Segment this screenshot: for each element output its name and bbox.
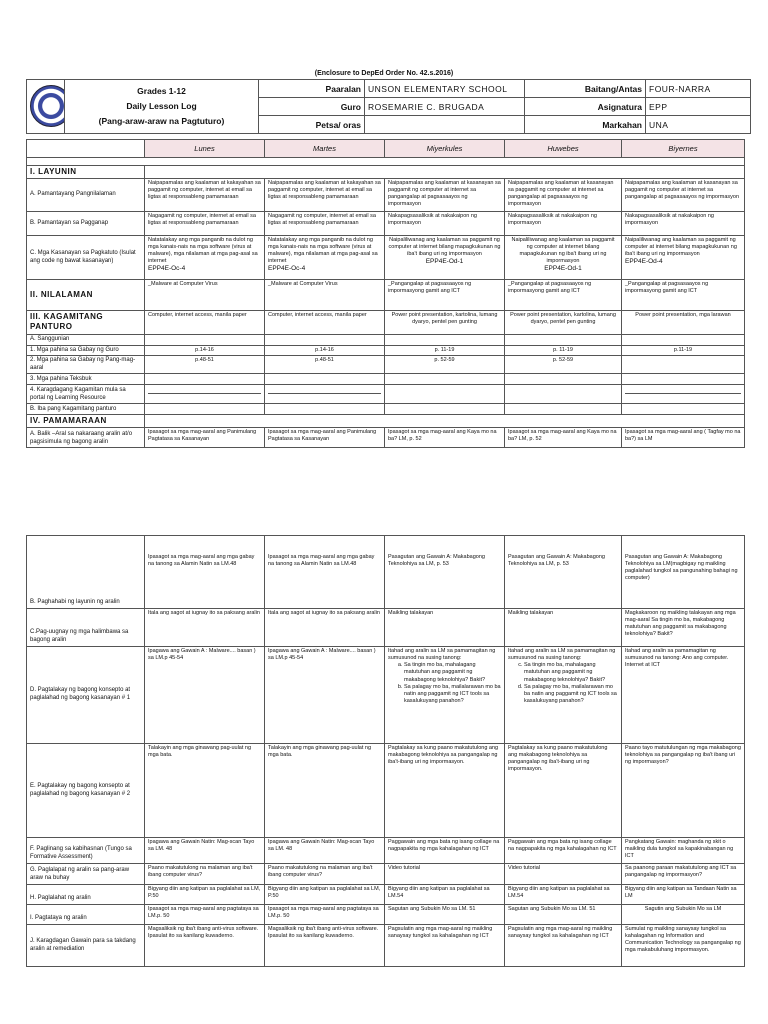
cell <box>385 335 505 346</box>
cell: p. 52-59 <box>505 356 622 374</box>
cell: Nakapagsasaliksik at nakakaipon ng impormasyon <box>385 212 505 236</box>
cell: Bigyang diin ang katipan sa Tandaan Natin sa LM <box>622 885 745 905</box>
cell: Naipaliliwanag ang kaalaman sa paggamit ng computer at internet bilang mapagkukunan ng iba't ibang uri ng impormasyon EPP4E-Od-1 <box>385 236 505 280</box>
cell: Nagagamit ng computer, internet at email sa ligtas at responsableng pamamaraan <box>265 212 385 236</box>
d-item-a: a. Sa tingin mo ba, mahalagang matutuhan ang paggamit ng makabagong teknolohiya? Bakit? <box>404 662 501 683</box>
cell <box>505 335 622 346</box>
cell: Pagsulatin ang mga mag-aaral ng maikling sanaysay tungkol sa kahalagahan ng ICT <box>385 925 505 967</box>
cell: Video tutorial <box>385 864 505 885</box>
d-intro: Itahad ang aralin sa LM sa pamamagitan ng sumusunod na susing tanong: <box>388 648 496 662</box>
cell: Paano tayo matutulungan ng mga makabagong teknolohiya sa pangangalap ng iba't ibang uri ng impormasyon? <box>622 744 745 838</box>
cell: Magkakaroon ng maikling talakayan ang mga mag-aaral Sa tingin mo ba, makabagong matutuhan ang paggamit sa makabagong teknolohiya? Bakit? <box>622 609 745 647</box>
title-dll: Daily Lesson Log <box>126 101 197 111</box>
day-biyernes: Biyernes <box>622 140 745 158</box>
cell: Sa paanong paraan makatutulong ang ICT sa pangangalap ng impormasyon? <box>622 864 745 885</box>
cell <box>145 335 265 346</box>
section-layunin: I. LAYUNIN <box>27 166 145 179</box>
row-label-paghahabi: B. Paghahabi ng layunin ng aralin <box>27 536 145 609</box>
cell: Naipaliliwanag ang kaalaman sa paggamit ng computer at internet bilang mapagkukunan ng iba't ibang uri ng impormasyon EPP4E-Od-1 <box>505 236 622 280</box>
cell: Ipasagot sa mga mag-aaral ang Panimulang Pagtatasa sa Kasanayan <box>145 428 265 448</box>
deped-seal-icon <box>30 85 65 127</box>
cell: Pasagutan ang Gawain A: Makabagong Teknolohiya sa LM, p. 53 <box>385 536 505 609</box>
cell: Computer, internet access, manila paper <box>265 311 385 335</box>
cell: Power point presentation, mga larawan <box>622 311 745 335</box>
cell <box>385 404 505 415</box>
cell <box>622 374 745 385</box>
petsa-label: Petsa/ oras <box>259 116 365 134</box>
title-pang-araw: (Pang-araw-araw na Pagtuturo) <box>98 116 225 126</box>
cell: Paggawain ang mga bata ng isang collage na nagpapakita ng mga kahalagahan ng ICT <box>505 838 622 864</box>
spacer-row <box>27 158 745 166</box>
cell: Nagagamit ng computer, internet at email sa ligtas at responsableng pamamaraan <box>145 212 265 236</box>
row-label-pagtataya: I. Pagtataya ng aralin <box>27 905 145 925</box>
cell: p.14-16 <box>265 345 385 356</box>
cell: Paano makatutulong na malaman ang iba't ibang computer virus? <box>265 864 385 885</box>
cell <box>622 335 745 346</box>
cell: Bigyang diin ang katipan sa paglalahat sa LM, P.50 <box>145 885 265 905</box>
cell: Sagutin ang Subukin Mo sa LM <box>622 905 745 925</box>
cell: Pagsulatin ang mga mag-aaral ng maikling sanaysay tungkol sa kahalagahan ng ICT <box>505 925 622 967</box>
blank-line <box>268 392 381 394</box>
deped-seal <box>27 80 65 134</box>
row-label-pag-uugnay: C.Pag-uugnay ng mga halimbawa sa bagong aralin <box>27 609 145 647</box>
row-label-paglalahat: H. Paglalahat ng aralin <box>27 885 145 905</box>
cell: Naipapamalas ang kaalaman at kakayahan sa paggamit ng computer, internet at email sa ligtas at responsableng pamamaraan <box>265 179 385 212</box>
cell: Paano makatutulong na malaman ang iba't ibang computer virus? <box>145 864 265 885</box>
asignatura-label: Asignatura <box>525 98 646 116</box>
petsa-value <box>365 116 525 134</box>
row-label-gabay-guro: 1. Mga pahina sa Gabay ng Guro <box>27 345 145 356</box>
cell: p. 11-19 <box>385 345 505 356</box>
blank-line <box>625 392 741 394</box>
section-layunin-fill <box>145 166 745 179</box>
cell <box>145 385 265 404</box>
cell <box>622 356 745 374</box>
cell: Naipapamalas ang kaalaman at kasanayan sa paggamit ng computer at internet sa pangangalap at pagsasaayos ng impormasyon <box>622 179 745 212</box>
cell: Bigyang diin ang katipan sa paglalahat sa LM, P.50 <box>265 885 385 905</box>
row-label-gabay-pang-mag-aaral: 2. Mga pahina sa Gabay ng Pang-mag-aaral <box>27 356 145 374</box>
cell: Naipapamalas ang kaalaman at kasanayan sa paggamit ng computer at internet sa pangangalap at pagsasaayos ng impormasyon <box>385 179 505 212</box>
cell: Pasagutan ang Gawain A: Makabagong Teknolohiya sa LM(magbigay ng maikling paglalahad tungkol sa pangunahing bahagi ng computer) <box>622 536 745 609</box>
cell: Pasagutan ang Gawain A: Makabagong Teknolohiya sa LM, p. 53 <box>505 536 622 609</box>
cell: Sumulat ng maikling sanaysay tungkol sa kahalagahan ng Information and Communication Technology sa pangangalap ng mga makabuluhang impormasyon. <box>622 925 745 967</box>
guro-label: Guro <box>259 98 365 116</box>
cell: Paggawain ang mga bata ng isang collage na nagpapakita ng mga kahalagahan ng ICT <box>385 838 505 864</box>
cell: Ipasagot sa mga mag-aaral ang pagtataya sa LM.p. 50 <box>265 905 385 925</box>
cell: Ipasagot sa mga mag-aaral ang mga gabay na tanong sa Alamin Natin sa LM.48 <box>265 536 385 609</box>
cell: Talakayin ang mga ginawang pag-uulat ng mga bata. <box>265 744 385 838</box>
cell: Ipagawa ang Gawain A : Malware.... basan ) sa LM.p 45-54 <box>265 647 385 744</box>
cell <box>145 404 265 415</box>
cell <box>505 404 622 415</box>
paaralan-value: UNSON ELEMENTARY SCHOOL <box>365 80 525 98</box>
cell: Naipapamalas ang kaalaman at kakayahan sa paggamit ng computer, internet at email sa ligtas at responsableng pamamaraan <box>145 179 265 212</box>
enclosure-note: (Enclosure to DepEd Order No. 42.s.2016) <box>314 70 454 77</box>
cell <box>265 335 385 346</box>
baitang-label: Baitang/Antas <box>525 80 646 98</box>
cell: Power point presentation, kartolina, lumang dyaryo, pentel pen gunting <box>505 311 622 335</box>
cell: Bigyang diin ang katipan sa paglalahat sa LM.54 <box>505 885 622 905</box>
cell: Naipapamalas ang kaalaman at kasanayan sa paggamit ng computer at internet sa pangangalap at pagsasaayos ng impormasyon <box>505 179 622 212</box>
cell: Talakayin ang mga ginawang pag-uulat ng mga bata. <box>145 744 265 838</box>
cell: Itala ang sagot at iugnay ito sa paksang aralin <box>145 609 265 647</box>
row-label-teksbuk: 3. Mga pahina Teksbuk <box>27 374 145 385</box>
header-table <box>26 79 751 134</box>
cell: _Pangangalap at pagsasaayos ng impormasyong gamit ang ICT <box>505 280 622 311</box>
cell: p.11-19 <box>622 345 745 356</box>
cell: Ipasagot sa mga mag-aaral ang ( Tagfay mo na ba?) sa LM <box>622 428 745 448</box>
cell: Natatalakay ang mga panganib na dulot ng mga kanais-nais na mga software (virus at malware), mga nilalaman at mga pag-asal sa internet EPP4E-Oc-4 <box>145 236 265 280</box>
cell: _Malware at Computer Virus <box>145 280 265 311</box>
cell: p.48-51 <box>145 356 265 374</box>
markahan-label: Markahan <box>525 116 646 134</box>
row-label-paglinang: F. Paglinang sa kabihasnan (Tungo sa Formative Assessment) <box>27 838 145 864</box>
cell: Maikling talakayan <box>505 609 622 647</box>
cell: Nakapagsasaliksik at nakakaipon ng impormasyon <box>505 212 622 236</box>
dll-title <box>65 80 259 134</box>
cell <box>265 374 385 385</box>
cell: Pangkatang Gawain: maghanda ng skit o maikling dula tungkol sa kapakinabangan ng ICT <box>622 838 745 864</box>
paaralan-label: Paaralan <box>259 80 365 98</box>
code: EPP4E-Od-1 <box>425 257 464 265</box>
cell: Sagutan ang Subukin Mo sa LM. 51 <box>385 905 505 925</box>
cell: Ipasagot sa mga mag-aaral ang Panimulang Pagtatasa sa Kasanayan <box>265 428 385 448</box>
cell: Computer, internet access, manila paper <box>145 311 265 335</box>
cell <box>622 385 745 404</box>
cell: Ipagawa ang Gawain Natin: Mag-scan Tayo sa LM. 48 <box>265 838 385 864</box>
day-lunes: Lunes <box>145 140 265 158</box>
cell: Maikling talakayan <box>385 609 505 647</box>
cell: p.14-16 <box>145 345 265 356</box>
section-nilalaman: II. NILALAMAN <box>27 280 145 311</box>
row-label-paglalapat: G. Paglalapat ng aralin sa pang-araw araw na buhay <box>27 864 145 885</box>
row-label-sanggunian: A. Sanggunian <box>27 335 145 346</box>
code: EPP4E-Od-1 <box>544 264 582 272</box>
cell: Itahad ang aralin sa pamamagitan ng sumusunod na tanong: Ano ang computer. Internet at ICT <box>622 647 745 744</box>
d-item-b: b. Sa palagay mo ba, mailalarawan mo ba natin ang paggamit ng ICT tools sa kasalukuyang panahon? <box>404 684 501 705</box>
cell <box>145 374 265 385</box>
d-item-c: c. Sa tingin mo ba, mahalagang matutuhan ang paggamit ng makabagong teknolohiya? Bakit? <box>524 662 618 683</box>
cell: Bigyang diin ang katipan sa paglalahat sa LM.54 <box>385 885 505 905</box>
code: EPP4E-Od-4 <box>625 257 663 265</box>
cell: Ipasagot sa mga mag-aaral ang Kaya mo na ba? LM, p. 52 <box>505 428 622 448</box>
guro-value: ROSEMARIE C. BRUGADA <box>365 98 525 116</box>
cell: Ipasagot sa mga mag-aaral ang pagtataya sa LM.p. 50 <box>145 905 265 925</box>
day-huwebes: Huwebes <box>505 140 622 158</box>
markahan-value: UNA <box>646 116 751 134</box>
code: EPP4E-Oc-4 <box>268 264 306 272</box>
row-label-karagdagan: 4. Karagdagang Kagamitan mula sa portal ng Learning Resource <box>27 385 145 404</box>
cell <box>385 647 505 744</box>
cell: Magsaliksik ng iba't ibang anti-virus software. Ipasulat ito sa kanilang kuwaderno. <box>265 925 385 967</box>
cell: Pagtalakay sa kung paano makatutulong ang makabagong teknolohiya sa pangangalap ng iba't-ibang uri ng impormasyon. <box>505 744 622 838</box>
cell: p.48-51 <box>265 356 385 374</box>
cell <box>385 385 505 404</box>
cell: Pagtalakay sa kung paano makatutulong ang makabagong teknolohiya sa pangangalap ng iba't-ibang uri ng impormasyon. <box>385 744 505 838</box>
cell <box>385 374 505 385</box>
row-label-karagdagan-gawain: J. Karagdagan Gawain para sa takdang aralin at remediation <box>27 925 145 967</box>
row-label-kasanayan: C. Mga Kasanayan sa Pagkatuto (Isulat ang code ng bawat kasanayan) <box>27 236 145 280</box>
section-kagamitang: III. KAGAMITANG PANTURO <box>27 311 145 335</box>
d-intro: Itahad ang aralin sa LM sa pamamagitan ng sumusunod na susing tanong: <box>508 648 616 662</box>
cell: _Pangangalap at pagsasaayos ng impormasyong gamit ang ICT <box>385 280 505 311</box>
row-label-pamantayang-pangnilalaman: A. Pamantayang Pangnilalaman <box>27 179 145 212</box>
cell: Naipaliliwanag ang kaalaman sa paggamit ng computer at internet bilang mapagkukunan ng iba't ibang uri ng impormasyon EPP4E-Od-4 <box>622 236 745 280</box>
blank-line <box>148 392 261 394</box>
cell: Ipagawa ang Gawain A : Malware.... basan ) sa LM.p 45-54 <box>145 647 265 744</box>
row-label-pamantayan-sa-pagganap: B. Pamantayan sa Pagganap <box>27 212 145 236</box>
cell: Magsaliksik ng iba't ibang anti-virus software. Ipasulat ito sa kanilang kuwaderno. <box>145 925 265 967</box>
cell: Nakapagsasaliksik at nakakaipon ng impormasyon <box>622 212 745 236</box>
cell <box>622 404 745 415</box>
cell <box>265 404 385 415</box>
baitang-value: FOUR-NARRA <box>646 80 751 98</box>
cell: Power point presentation, kartolina, lumang dyaryo, pentel pen gunting <box>385 311 505 335</box>
title-grades: Grades 1-12 <box>137 86 186 96</box>
cell <box>505 647 622 744</box>
day-header-blank <box>27 140 145 158</box>
cell: Ipasagot sa mga mag-aaral ang Kaya mo na ba? LM, p. 52 <box>385 428 505 448</box>
cell: Video tutorial <box>505 864 622 885</box>
row-label-balik-aral: A. Balik –Aral sa nakaraang aralin at/o pagsisimula ng bagong aralin <box>27 428 145 448</box>
cell: Itala ang sagot at iugnay ito sa paksang aralin <box>265 609 385 647</box>
d-item-d: d. Sa palagay mo ba, mailalarawan mo ba natin ang paggamit ng ICT tools sa kasalukuyang panahon? <box>524 684 618 705</box>
cell: p. 11-19 <box>505 345 622 356</box>
lesson-plan-table-1 <box>26 139 745 448</box>
cell: _Malware at Computer Virus <box>265 280 385 311</box>
cell: Sagutan ang Subukin Mo sa LM. 51 <box>505 905 622 925</box>
cell: Ipagawa ang Gawain Natin: Mag-scan Tayo sa LM. 48 <box>145 838 265 864</box>
day-miyerkules: Miyerkules <box>385 140 505 158</box>
code: EPP4E-Oc-4 <box>148 264 186 272</box>
section-pamamaraan: IV. PAMAMARAAN <box>27 415 145 428</box>
cell: _Pangangalap at pagsasaayos ng impormasyong gamit ang ICT <box>622 280 745 311</box>
section-pamamaraan-fill <box>145 415 745 428</box>
cell <box>265 385 385 404</box>
cell <box>505 374 622 385</box>
row-label-pagtalakay-2: E. Pagtalakay ng bagong konsepto at paglalahad ng bagong kasanayan # 2 <box>27 744 145 838</box>
row-label-iba-pang-kagamitan: B. Iba pang Kagamitang panturo <box>27 404 145 415</box>
day-martes: Martes <box>265 140 385 158</box>
cell: p. 52-59 <box>385 356 505 374</box>
row-label-pagtalakay-1: D. Pagtalakay ng bagong konsepto at paglalahad ng bagong kasanayan # 1 <box>27 647 145 744</box>
lesson-plan-table-2 <box>26 535 745 967</box>
asignatura-value: EPP <box>646 98 751 116</box>
cell: Natatalakay ang mga panganib na dulot ng mga kanais-nais na mga software (virus at malware), mga nilalaman at mga pag-asal sa internet EPP4E-Oc-4 <box>265 236 385 280</box>
cell: Ipasagot sa mga mag-aaral ang mga gabay na tanong sa Alamin Natin sa LM.48 <box>145 536 265 609</box>
cell <box>505 385 622 404</box>
